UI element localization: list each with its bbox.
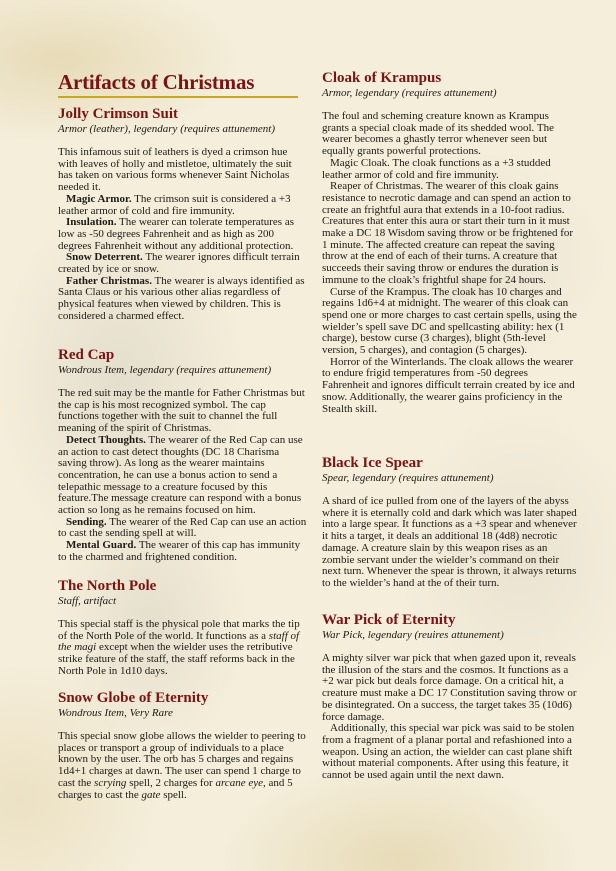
item-meta: Armor (leather), legendary (requires attunement) [58,123,275,135]
item-meta: War Pick, legendary (reuires attunement) [322,629,504,641]
item-name: The North Pole [58,578,157,594]
feature-text: The wearer is always identified as Santa Claus or his various other alias regardless of physical features when viewed by children. This is considered a charmed effect. [58,274,305,322]
text-run: except when the wielder uses the retributive strike feature of the staff, the staff reforms back in the North Pole in 1d10 days. [58,641,295,677]
spell-reference: arcane eye [215,776,263,789]
item-red-cap [58,347,308,564]
page-title: Artifacts of Christmas [58,70,255,94]
feature-paragraph [58,194,308,217]
feature-paragraph: Reaper of Christmas. The wearer of this cloak gains resistance to necrotic damage and can spend an action to create an frightful aura that extends in a 10-foot radius. Creatures that enter this aura or start their turn in it must make a DC 18 Wisdom saving throw or be frightened for 1 minute. The affected creature can repeat the saving throw at the end of each of their turns. A creature that succeeds their saving throw or endures the duration is immune to the cloak’s frightful shape for 24 hours. [322,180,574,286]
item-name: Jolly Crimson Suit [58,106,179,122]
feature-paragraph [58,517,308,540]
feature-name: Sending. [66,515,107,528]
text-run: , and 5 charges to cast the [58,776,293,801]
spell-reference: staff of the magi [58,629,300,654]
text-run: spell, 2 charges for [126,776,216,789]
item-description-continued: Additionally, this special war pick was said to be stolen from a fragment of a planar portal and refashioned into a weapon. Using an action, the wielder can cast plane shift without material components. After using this feature, it cannot be used again until the next dawn. [322,722,575,782]
item-meta: Wondrous Item, Very Rare [58,707,173,719]
feature-name: Insulation. [66,216,117,229]
feature-paragraph [58,276,308,323]
text-run: This special staff is the physical pole that marks the tip of the North Pole of the world. It functions as a [58,618,300,642]
feature-text: The wearer of this cap has immunity to the charmed and frightened condition. [58,539,301,563]
item-name: War Pick of Eternity [322,612,456,628]
item-cloak-of-krampus [322,70,577,415]
item-jolly-crimson-suit [58,106,308,323]
feature-name: Father Christmas. [66,274,152,287]
item-meta: Spear, legendary (requires attunement) [322,472,494,484]
item-name: Cloak of Krampus [322,70,442,86]
feature-paragraph [58,217,308,252]
text-run: spell. [160,788,187,801]
feature-paragraph [58,540,308,563]
item-north-pole [58,578,308,678]
item-name: Red Cap [58,347,115,363]
item-intro: The foul and scheming creature known as Krampus grants a special cloak made of its shedded wool. The wearer becomes a ghastly terror whenever seen but equally grants powerful protections. [322,110,554,158]
item-description [58,731,308,801]
feature-name: Mental Guard. [66,539,137,552]
text-run: This special snow globe allows the wielder to peering to places or transport a group of individuals to a place known by the user. The orb has 5 charges and regains 1d4+1 charges at dawn. The user can spend 1 charge to cast the [58,730,306,789]
item-meta: Wondrous Item, legendary (requires attunement) [58,364,272,376]
item-meta: Armor, legendary (requires attunement) [322,87,497,99]
spell-reference: gate [141,788,161,801]
item-name: Black Ice Spear [322,455,423,471]
feature-text: The crimson suit is considered a +3 leather armor of cold and fire immunity. [58,192,291,217]
feature-name: Detect Thoughts. [66,433,146,446]
feature-name: Snow Deterrent. [66,251,143,264]
item-intro: This infamous suit of leathers is dyed a crimson hue with leaves of holly and mistletoe, ultimately the suit has taken on various forms whenever Saint Nicholas needed it. [58,146,292,194]
title-divider [58,96,298,98]
feature-paragraph: Magic Cloak. The cloak functions as a +3 studded leather armor of cold and fire immunity. [322,156,551,181]
feature-text: The wearer can tolerate temperatures as low as -50 degrees Fahrenheit and as high as 200 degrees Fahrenheit without any additional protection. [58,216,294,252]
feature-paragraph [58,435,308,517]
item-description: A mighty silver war pick that when gazed upon it, reveals the illusion of the stars and the cosmos. It functions as a +2 war pick but deals force damage. On a critical hit, a creature must make a DC 17 Constitution saving throw or be disintegrated. On a success, the target takes 35 (10d6) force damage. [322,652,577,723]
feature-text: The wearer of the Red Cap can use an action to cast detect thoughts (DC 18 Charisma saving throw). As long as the wearer maintains concentration, he can use a bonus action to send a telepathic message to a creature focused by this feature.The message creature can respond with a bonus action so long as he remains focused on him. [58,433,303,517]
item-name: Snow Globe of Eternity [58,690,209,706]
item-description: A shard of ice pulled from one of the layers of the abyss where it is eternally cold and dark which was later shaped into a large spear. It functions as a +3 spear and whenever it hits a target, it deals an additional 18 (4d8) necrotic damage. A creature slain by this weapon rises as an zombie servant under the wielder’s command on their next turn. Whenever the spear is thrown, it always returns to the wielder’s hand at the of their turn. [322,495,577,589]
item-snow-globe [58,690,308,801]
feature-text: The wearer ignores difficult terrain created by ice or snow. [58,251,300,276]
item-meta: Staff, artifact [58,595,117,607]
feature-text: The wearer of the Red Cap can use an action to cast the sending spell at will. [58,515,307,540]
spell-reference: scrying [94,776,127,789]
item-black-ice-spear [322,455,577,590]
feature-paragraph: Horror of the Winterlands. The cloak allows the wearer to endure frigid temperatures from -50 degrees Fahrenheit and ignores difficult terrain created by ice and snow. Additionally, the wearer gains proficiency in the Stealth skill. [322,355,575,415]
item-description [58,619,308,678]
feature-paragraph: Curse of the Krampus. The cloak has 10 charges and regains 1d6+4 at midnight. The wearer of this cloak can spend one or more charges to cast certain spells, using the wielder’s spell save DC and spellcasting ability: hex (1 charge), bestow curse (3 charges), blight (5th-level version, 5 charges), and contagion (5 charges). [322,285,577,357]
item-intro: The red suit may be the mantle for Father Christmas but the cap is his most recognized symbol. The cap functions together with the suit to channel the full meaning of the spirit of Christmas. [58,387,305,435]
item-war-pick-of-eternity [322,612,577,782]
feature-paragraph [58,252,308,275]
feature-name: Magic Armor. [66,192,132,205]
